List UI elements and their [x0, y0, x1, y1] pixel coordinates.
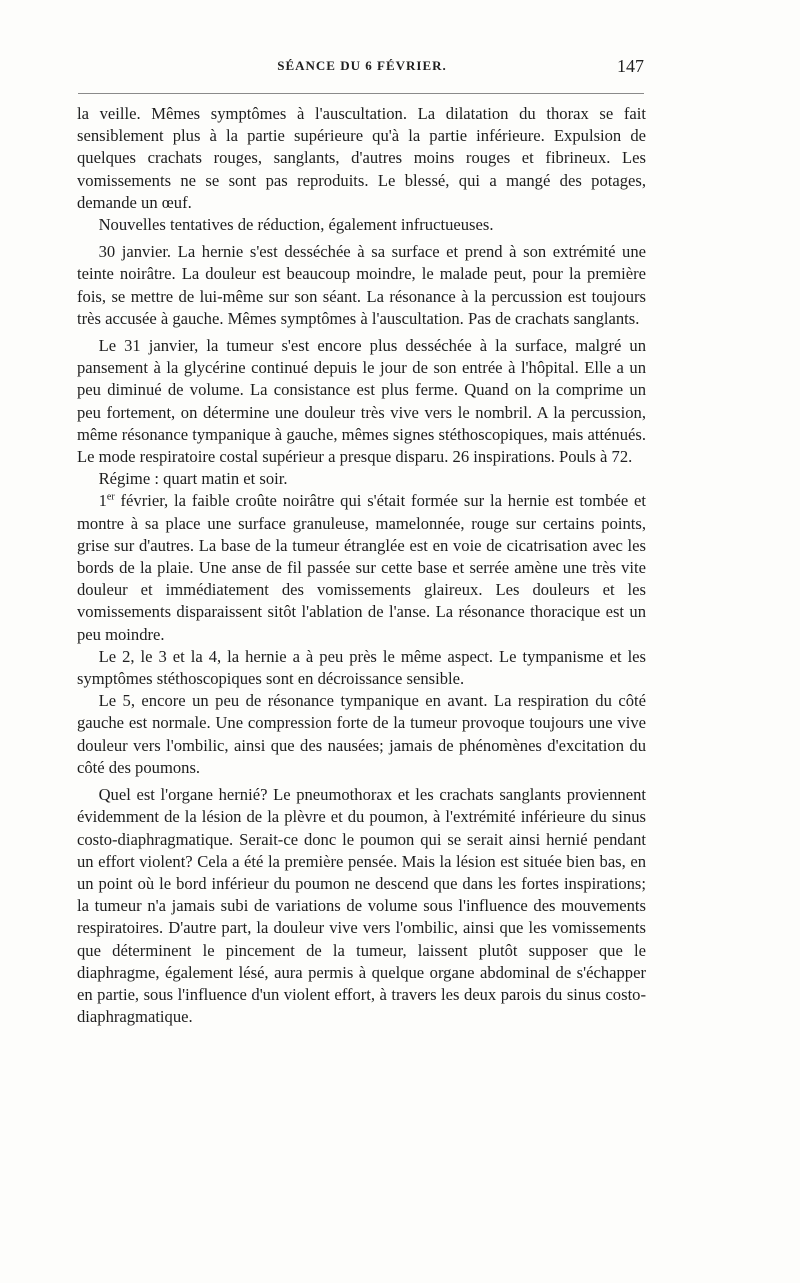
paragraph-6-text: février, la faible croûte noirâtre qui s'était formée sur la hernie est tombée et montre à sa place une surface granuleuse, mamelonnée, rouge sur certains points, grise sur d'autres. La base de la tumeur étranglée est en voie de cicatrisation avec les bords de la plaie. Une anse de fil passée sur cette base et serrée amène une très vite douleur et immédiatement des vomissements glaireux. Les douleurs et les vomissements disparaissent sitôt l'ablation de l'anse. La résonance thoracique est un peu moindre.	[77, 491, 646, 644]
page-header	[78, 56, 646, 80]
date-superscript: er	[106, 491, 115, 503]
paragraph-5: Régime : quart matin et soir.	[98, 469, 288, 489]
page-body	[77, 103, 646, 1028]
running-title: SÉANCE DU 6 FÉVRIER.	[277, 58, 447, 73]
paragraph-6	[77, 490, 646, 645]
paragraph-7: Le 2, le 3 et la 4, la hernie a à peu près le même aspect. Le tympanisme et les symptômes stéthoscopiques sont en décroissance sensible.	[77, 646, 646, 689]
paragraph-4: Le 31 janvier, la tumeur s'est encore plus desséchée à la surface, malgré un pansement à la glycérine continué depuis le jour de son entrée à l'hôpital. Elle a un peu diminué de volume. La consistance est plus ferme. Quand on la comprime un peu fortement, on détermine une douleur très vive vers le nombril. A la percussion, même résonance tympanique à gauche, mêmes signes stéthoscopiques, mais atténués. Le mode respiratoire costal supérieur a presque disparu. 26 inspirations. Pouls à 72.	[77, 336, 646, 467]
paragraph-9: Quel est l'organe hernié? Le pneumothorax et les crachats sanglants proviennent évidemment de la lésion de la plèvre et du poumon, à l'extrémité inférieure du sinus costo-diaphragmatique. Serait-ce donc le poumon qui se serait ainsi hernié pendant un effort violent? Cela a été la première pensée. Mais la lésion est située bien bas, en un point où le bord inférieur du poumon ne descend que dans les fortes inspirations; la tumeur n'a jamais subi de variations de volume sous l'influence des mouvements respiratoires. D'autre part, la douleur vive vers l'ombilic, ainsi que les vomissements que déterminent le pincement de la tumeur, laissent plutôt supposer que le diaphragme, également lésé, aura permis à quelque organe abdominal de s'échapper en partie, sous l'influence d'un violent effort, à travers les deux parois du sinus costo-diaphragmatique.	[77, 785, 646, 1027]
page-number: 147	[617, 56, 644, 76]
paragraph-3: 30 janvier. La hernie s'est desséchée à sa surface et prend à son extrémité une teinte noirâtre. La douleur est beaucoup moindre, le malade peut, pour la première fois, se mettre de lui-même sur son séant. La résonance à la percussion est toujours très accusée à gauche. Mêmes symptômes à l'auscultation. Pas de crachats sanglants.	[77, 242, 646, 328]
paragraph-8: Le 5, encore un peu de résonance tympanique en avant. La respiration du côté gauche est normale. Une compression forte de la tumeur provoque toujours une vive douleur vers l'ombilic, ainsi que des nausées; jamais de phénomènes d'excitation du côté des poumons.	[77, 691, 646, 777]
paragraph-1: la veille. Mêmes symptômes à l'auscultation. La dilatation du thorax se fait sensiblement plus à la partie supérieure qu'à la partie inférieure. Expulsion de quelques crachats rouges, sanglants, d'autres moins rouges et fibrineux. Les vomissements ne se sont pas reproduits. Le blessé, qui a mangé des potages, demande un œuf.	[77, 104, 646, 212]
paragraph-2: Nouvelles tentatives de réduction, également infructueuses.	[98, 215, 494, 235]
header-rule	[78, 93, 644, 94]
date-number: 1	[98, 491, 107, 511]
